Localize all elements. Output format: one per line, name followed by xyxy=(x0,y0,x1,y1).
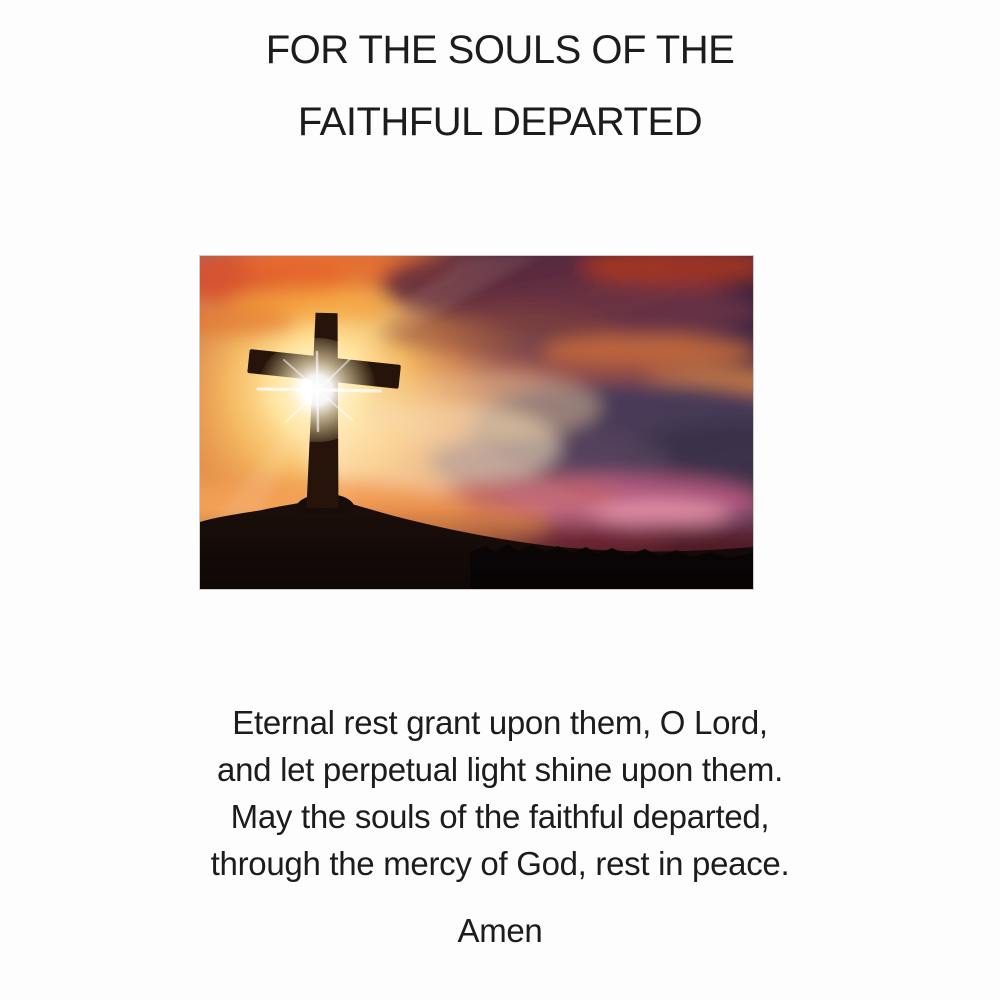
prayer-line: May the souls of the faithful departed, xyxy=(230,798,770,835)
cross-sunset-photo xyxy=(199,255,754,590)
prayer-text xyxy=(0,699,1000,887)
amen-text: Amen xyxy=(457,912,543,949)
prayer-line: Eternal rest grant upon them, O Lord, xyxy=(232,704,768,741)
prayer-line: and let perpetual light shine upon them. xyxy=(217,751,783,788)
title-line-2: FAITHFUL DEPARTED xyxy=(297,100,703,144)
bottom-vignette xyxy=(200,509,753,589)
cross-sunset-illustration xyxy=(200,256,753,589)
prayer-line: through the mercy of God, rest in peace. xyxy=(210,845,790,882)
title-line-1: FOR THE SOULS OF THE xyxy=(265,28,735,72)
page-title xyxy=(0,0,1000,158)
